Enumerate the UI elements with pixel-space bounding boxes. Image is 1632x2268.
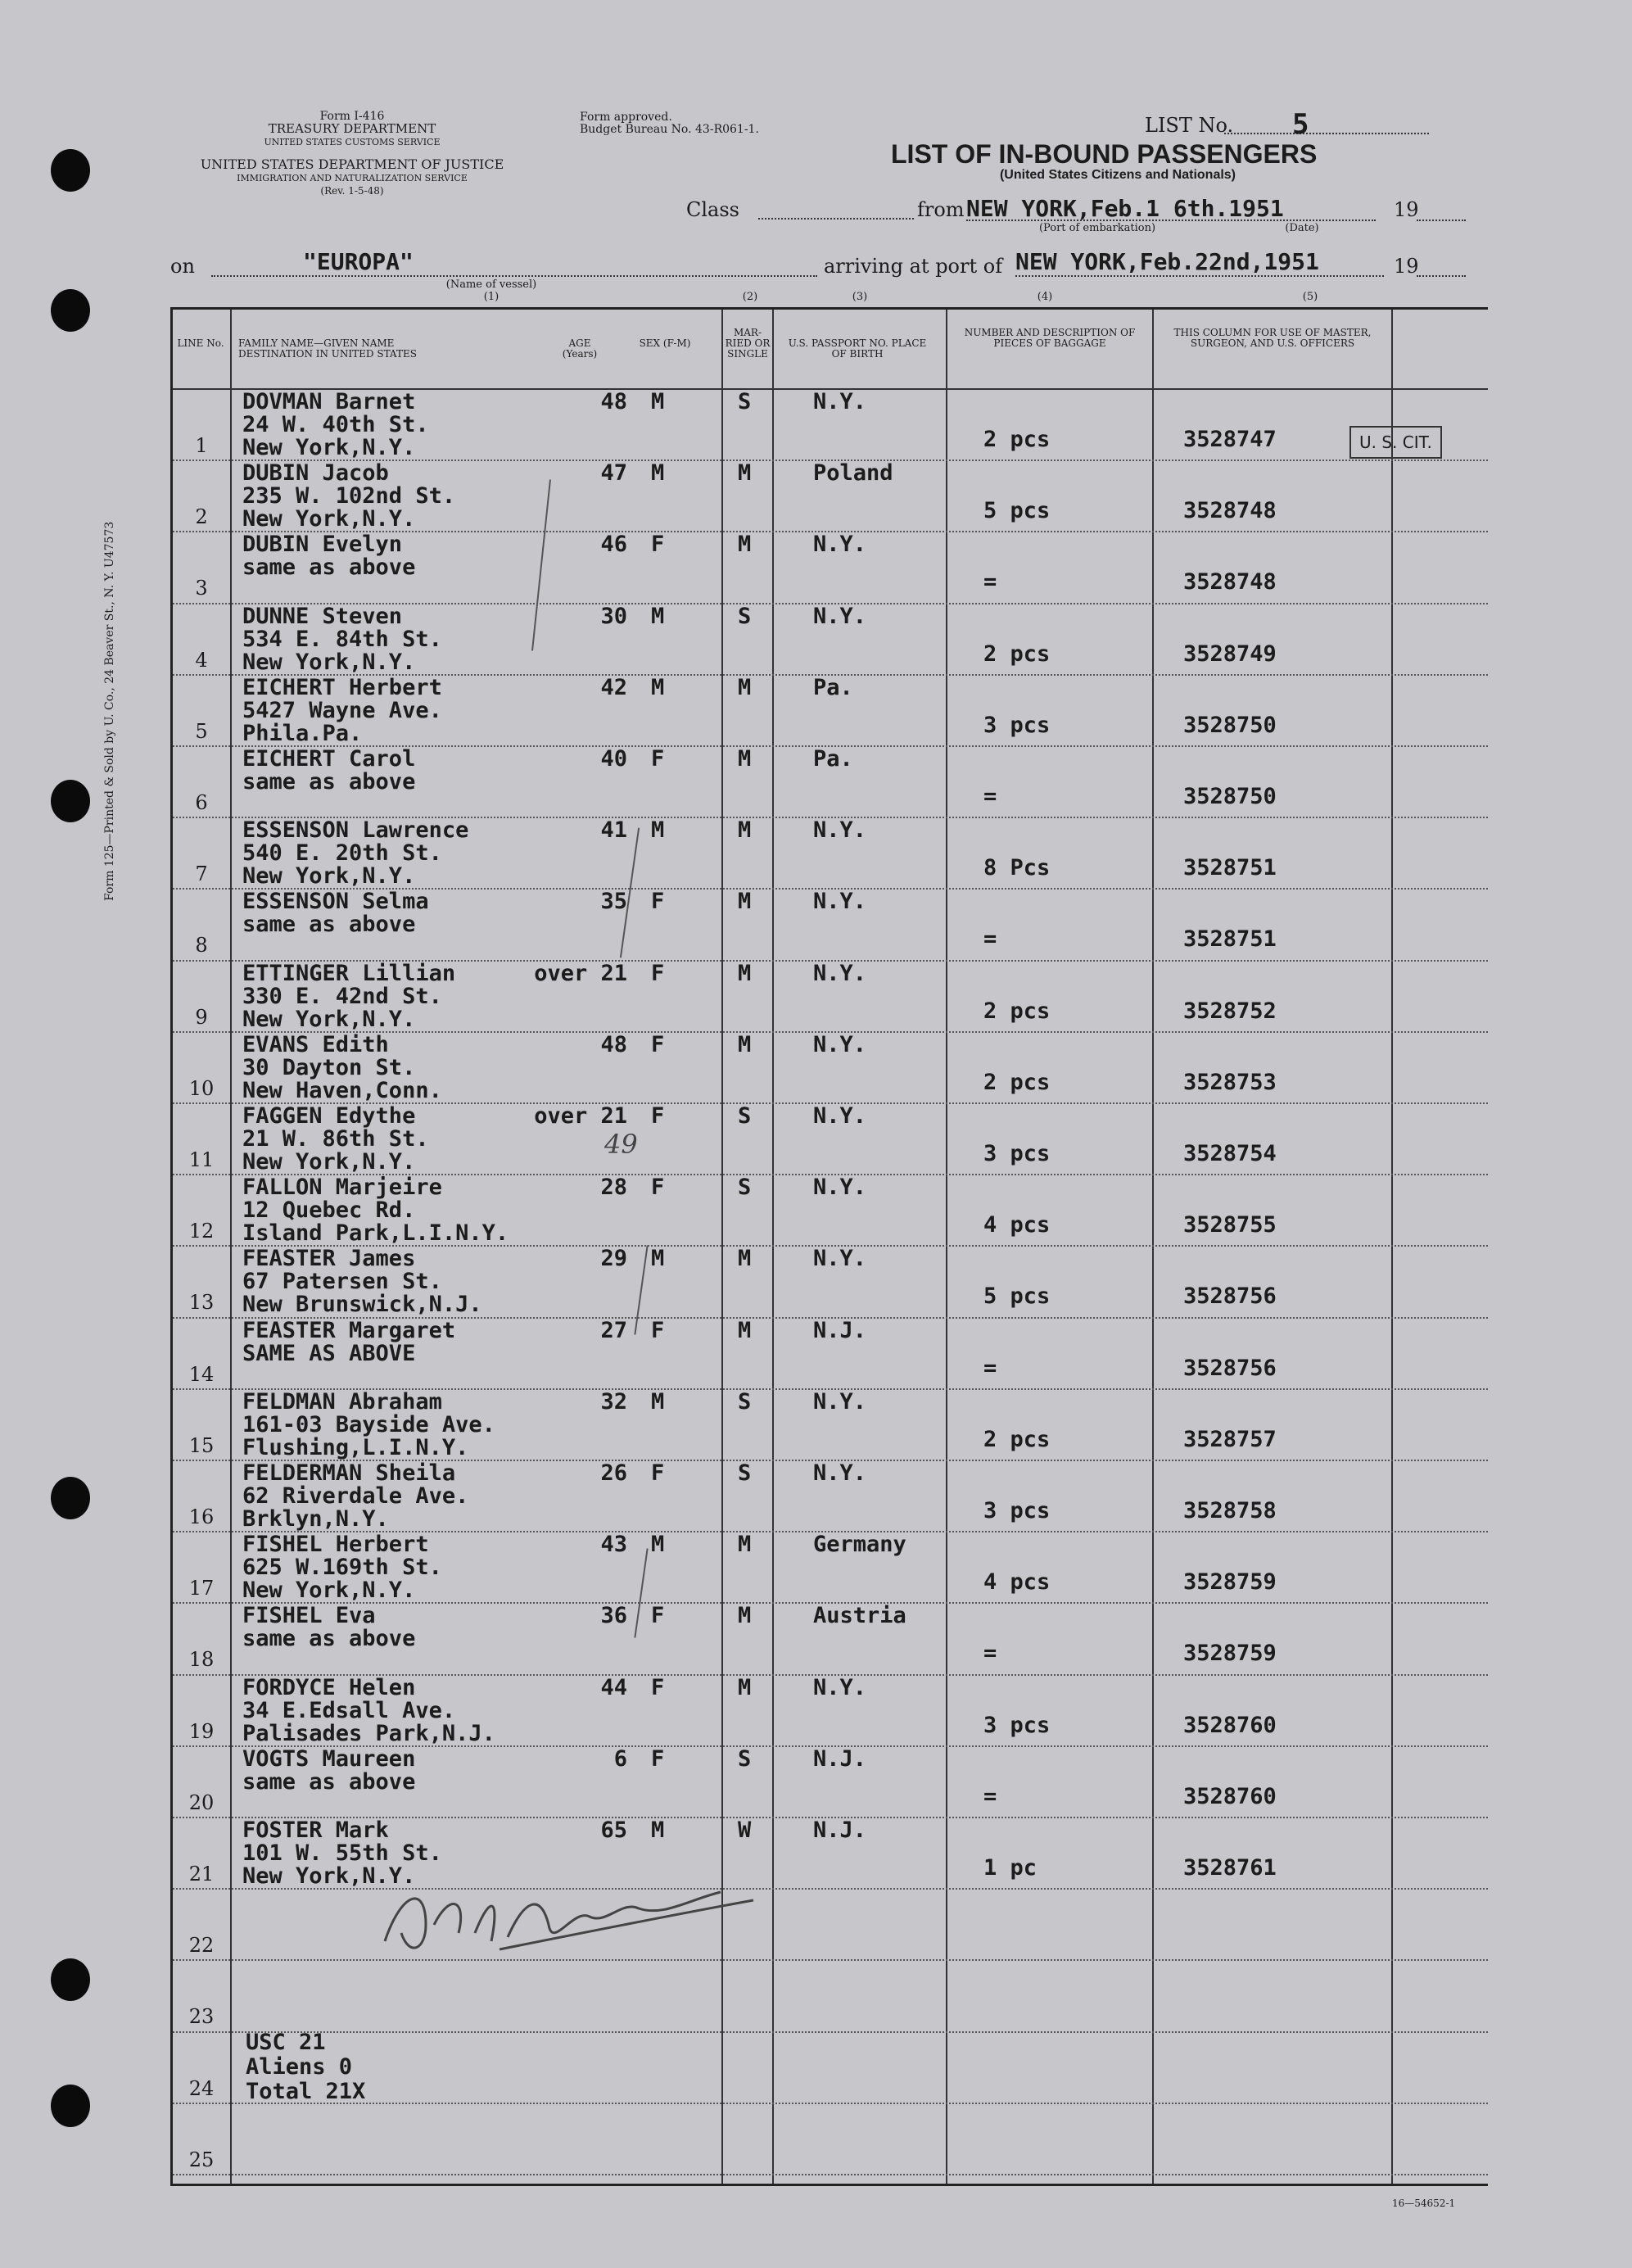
passenger-address: 21 W. 86th St.	[242, 1126, 429, 1152]
from-label: from	[917, 198, 965, 221]
place-of-birth: N.J.	[813, 1317, 867, 1343]
baggage: 5 pcs	[983, 1283, 1051, 1310]
col-num-3: (3)	[852, 291, 868, 303]
ticket-number: 3528756	[1183, 1355, 1277, 1381]
line-number: 24	[188, 2076, 215, 2100]
passenger-sex: F	[651, 1103, 665, 1129]
ticket-number: 3528761	[1183, 1855, 1277, 1881]
passenger-age: 30	[600, 603, 627, 629]
passenger-address: 67 Patersen St.	[242, 1269, 442, 1295]
passenger-sex: M	[651, 1532, 665, 1558]
baggage: 2 pcs	[983, 641, 1051, 667]
marital-status: M	[738, 960, 752, 986]
passenger-address: 625 W.169th St.	[242, 1555, 442, 1581]
marital-status: M	[738, 746, 752, 772]
passenger-age: over 21	[534, 960, 627, 986]
place-of-birth: Germany	[813, 1532, 906, 1558]
place-of-birth: N.Y.	[813, 389, 867, 414]
baggage: 1 pc	[983, 1855, 1038, 1881]
passenger-age: 29	[600, 1246, 627, 1272]
ticket-number: 3528758	[1183, 1498, 1277, 1523]
ticket-number: 3528760	[1183, 1712, 1277, 1738]
passenger-sex: M	[651, 460, 665, 487]
ticket-number: 3528751	[1183, 855, 1277, 881]
passenger-name: FAGGEN Edythe	[242, 1103, 416, 1129]
passenger-name: FELDMAN Abraham	[242, 1388, 442, 1415]
place-of-birth: N.Y.	[813, 1103, 867, 1129]
passenger-name: FELDERMAN Sheila	[242, 1460, 456, 1486]
col-age: AGE (Years)	[562, 337, 598, 360]
passenger-address: 101 W. 55th St.	[242, 1840, 442, 1866]
footer-code: 16—54652-1	[1392, 2198, 1456, 2209]
line-number: 19	[188, 1719, 215, 1743]
baggage: =	[983, 1641, 997, 1667]
page-subtitle: (United States Citizens and Nationals)	[999, 168, 1236, 182]
baggage: 3 pcs	[983, 1498, 1051, 1523]
place-of-birth: N.Y.	[813, 532, 867, 558]
passenger-city: Brklyn,N.Y.	[242, 1506, 389, 1532]
arrival-dots	[1015, 275, 1384, 277]
passenger-address: 34 E.Edsall Ave.	[242, 1697, 456, 1723]
line-number: 22	[188, 1934, 215, 1958]
line-number: 20	[188, 1790, 215, 1814]
marital-status: M	[738, 532, 752, 558]
line-number: 6	[195, 791, 208, 814]
passenger-sex: M	[651, 1818, 665, 1843]
baggage: =	[983, 569, 997, 595]
ticket-number: 3528749	[1183, 641, 1277, 667]
col-num-5: (5)	[1302, 291, 1318, 303]
passenger-age: 48	[600, 389, 627, 414]
binder-hole	[51, 2085, 90, 2127]
passenger-sex: F	[651, 746, 665, 772]
class-label: Class	[686, 198, 739, 221]
passenger-address: same as above	[242, 769, 416, 794]
line-number: 5	[195, 719, 208, 743]
passenger-sex: M	[651, 1388, 665, 1415]
marital-status: S	[738, 1175, 752, 1201]
marital-status: M	[738, 1317, 752, 1343]
list-no-dots	[1224, 133, 1429, 134]
passenger-age: 40	[600, 746, 627, 772]
binder-hole	[51, 1477, 90, 1519]
baggage: =	[983, 1783, 997, 1809]
baggage: 4 pcs	[983, 1212, 1051, 1238]
passenger-sex: M	[651, 674, 665, 700]
passenger-city: New York,N.Y.	[242, 863, 416, 890]
baggage: =	[983, 926, 997, 953]
passenger-age: over 21	[534, 1103, 627, 1129]
marital-status: S	[738, 1388, 752, 1415]
passenger-name: EICHERT Carol	[242, 746, 416, 772]
passenger-age: 41	[600, 817, 627, 844]
passenger-address: same as above	[242, 1626, 416, 1652]
passenger-sex: M	[651, 817, 665, 844]
binder-hole	[51, 1958, 90, 2001]
passenger-age: 43	[600, 1532, 627, 1558]
passenger-name: DOVMAN Barnet	[242, 389, 416, 414]
passenger-address: 62 Riverdale Ave.	[242, 1483, 469, 1509]
place-of-birth: N.Y.	[813, 1246, 867, 1272]
form-approved: Form approved.	[580, 111, 672, 124]
vessel-dots	[211, 275, 817, 277]
line-number: 15	[188, 1433, 215, 1457]
ticket-number: 3528750	[1183, 784, 1277, 809]
passenger-sex: M	[651, 603, 665, 629]
passenger-city: Palisades Park,N.J.	[242, 1720, 495, 1746]
passenger-age: 42	[600, 674, 627, 700]
ticket-number: 3528759	[1183, 1569, 1277, 1596]
passenger-age: 65	[600, 1818, 627, 1843]
baggage: =	[983, 1355, 997, 1381]
passenger-name: FISHEL Eva	[242, 1603, 376, 1629]
line-number: 23	[188, 2005, 215, 2029]
on-label: on	[170, 255, 195, 278]
year-dots	[1417, 220, 1466, 221]
place-of-birth: Pa.	[813, 746, 853, 772]
passenger-name: FORDYCE Helen	[242, 1674, 416, 1700]
passenger-city: New York,N.Y.	[242, 1578, 416, 1604]
passenger-name: FEASTER Margaret	[242, 1317, 456, 1343]
passenger-table	[170, 307, 1488, 2186]
page-title: LIST OF IN-BOUND PASSENGERS	[891, 139, 1318, 169]
passenger-sex: M	[651, 1246, 665, 1272]
list-no-label: LIST No.	[1145, 114, 1234, 137]
marital-status: S	[738, 1103, 752, 1129]
row-rule	[173, 2174, 1488, 2175]
baggage: 2 pcs	[983, 1426, 1051, 1452]
line-number: 18	[188, 1648, 215, 1672]
line-number: 21	[188, 1863, 215, 1885]
ticket-number: 3528748	[1183, 569, 1277, 595]
binder-hole	[51, 780, 90, 822]
place-of-birth: N.Y.	[813, 960, 867, 986]
side-print: Form 125—Printed & Sold by U. Co., 24 Beaver St., N. Y. U47573	[103, 521, 116, 901]
line-number: 14	[188, 1362, 215, 1386]
marital-status: S	[738, 603, 752, 629]
marital-status: M	[738, 1532, 752, 1558]
passenger-name: FALLON Marjeire	[242, 1175, 442, 1201]
passenger-city: New York,N.Y.	[242, 1006, 416, 1032]
passenger-name: FISHEL Herbert	[242, 1532, 429, 1558]
line-number: 3	[195, 577, 208, 600]
marital-status: M	[738, 1674, 752, 1700]
passenger-name: DUBIN Evelyn	[242, 532, 403, 558]
passenger-age: 32	[600, 1388, 627, 1415]
passenger-name: ESSENSON Selma	[242, 889, 429, 915]
place-of-birth: N.J.	[813, 1818, 867, 1843]
baggage: 2 pcs	[983, 427, 1051, 452]
date-caption: (Date)	[1285, 222, 1319, 234]
baggage: 4 pcs	[983, 1569, 1051, 1596]
passenger-age: 35	[600, 889, 627, 915]
passenger-age: 47	[600, 460, 627, 487]
passenger-name: FEASTER James	[242, 1246, 416, 1272]
ticket-number: 3528755	[1183, 1212, 1277, 1238]
list-no-value: 5	[1292, 108, 1309, 141]
passenger-city: New York,N.Y.	[242, 1149, 416, 1175]
line-number: 2	[195, 505, 208, 529]
col-sex: SEX (F-M)	[639, 337, 691, 349]
passenger-address: 5427 Wayne Ave.	[242, 697, 442, 723]
col-baggage: NUMBER AND DESCRIPTION OF PIECES OF BAGGAGE	[964, 327, 1136, 349]
ticket-number: 3528750	[1183, 712, 1277, 738]
baggage: 2 pcs	[983, 998, 1051, 1024]
revision: (Rev. 1-5-48)	[320, 185, 384, 197]
arrival-port: NEW YORK,Feb.22nd,1951	[1015, 248, 1319, 275]
vessel-caption-num: (1)	[483, 291, 500, 303]
budget-bureau: Budget Bureau No. 43-R061-1.	[580, 123, 759, 136]
total-aliens: Aliens 0	[246, 2054, 353, 2080]
line-number: 13	[188, 1291, 215, 1315]
binder-hole	[51, 149, 90, 192]
place-of-birth: Austria	[813, 1603, 906, 1629]
passenger-city: Island Park,L.I.N.Y.	[242, 1220, 509, 1247]
passenger-city: Phila.Pa.	[242, 720, 363, 746]
baggage: 3 pcs	[983, 1712, 1051, 1738]
total-all: Total 21X	[246, 2079, 366, 2104]
marital-status: M	[738, 674, 752, 700]
marital-status: S	[738, 389, 752, 414]
passenger-address: 235 W. 102nd St.	[242, 483, 456, 509]
passenger-name: EICHERT Herbert	[242, 674, 442, 700]
line-number: 4	[195, 648, 208, 672]
passenger-name: ESSENSON Lawrence	[242, 817, 469, 844]
line-number: 9	[195, 1005, 208, 1029]
passenger-address: SAME AS ABOVE	[242, 1340, 416, 1366]
arriving-label: arriving at port of	[824, 255, 1003, 278]
ticket-number: 3528760	[1183, 1783, 1277, 1809]
passenger-address: 161-03 Bayside Ave.	[242, 1411, 495, 1437]
signature	[377, 1876, 762, 1966]
place-of-birth: N.Y.	[813, 817, 867, 844]
ticket-number: 3528752	[1183, 998, 1277, 1024]
passenger-address: 12 Quebec Rd.	[242, 1197, 416, 1224]
line-number: 25	[188, 2148, 215, 2171]
passenger-age: 44	[600, 1674, 627, 1700]
port-caption: (Port of embarkation)	[1038, 222, 1156, 234]
marital-status: M	[738, 460, 752, 487]
passenger-address: same as above	[242, 555, 416, 581]
marital-status: M	[738, 1246, 752, 1272]
place-of-birth: N.Y.	[813, 889, 867, 915]
col-num-2: (2)	[742, 291, 758, 303]
pencil-note: 49	[604, 1129, 638, 1160]
passenger-city: New Brunswick,N.J.	[242, 1292, 482, 1318]
line-number: 7	[195, 862, 208, 886]
col-officers: THIS COLUMN FOR USE OF MASTER, SURGEON, AND U.S. OFFICERS	[1173, 327, 1372, 349]
passenger-sex: F	[651, 1745, 665, 1772]
passenger-sex: F	[651, 1031, 665, 1057]
marital-status: S	[738, 1460, 752, 1486]
col-married: MAR-RIED OR SINGLE	[725, 327, 771, 360]
binder-hole	[51, 289, 90, 332]
passenger-sex: F	[651, 889, 665, 915]
ticket-number: 3528754	[1183, 1141, 1277, 1166]
year-dots-2	[1417, 275, 1466, 277]
passenger-address: 534 E. 84th St.	[242, 626, 442, 652]
place-of-birth: Pa.	[813, 674, 853, 700]
passenger-city: New York,N.Y.	[242, 506, 416, 532]
class-dots	[758, 218, 914, 220]
passenger-address: same as above	[242, 1768, 416, 1795]
passenger-name: FOSTER Mark	[242, 1818, 389, 1843]
col-line-no: LINE No.	[177, 337, 224, 349]
ticket-number: 3528757	[1183, 1426, 1277, 1452]
baggage: 8 Pcs	[983, 855, 1051, 881]
ticket-number: 3528759	[1183, 1641, 1277, 1667]
passenger-sex: M	[651, 389, 665, 414]
passenger-age: 6	[613, 1745, 627, 1772]
place-of-birth: N.Y.	[813, 603, 867, 629]
marital-status: M	[738, 889, 752, 915]
passenger-city: New Haven,Conn.	[242, 1077, 442, 1103]
customs-service: UNITED STATES CUSTOMS SERVICE	[264, 137, 441, 147]
passenger-name: DUNNE Steven	[242, 603, 403, 629]
line-number: 8	[195, 934, 208, 957]
passenger-age: 36	[600, 1603, 627, 1629]
vessel-name: "EUROPA"	[303, 248, 414, 275]
from-dots	[966, 220, 1376, 221]
ticket-number: 3528747	[1183, 427, 1277, 452]
treasury-dept: TREASURY DEPARTMENT	[268, 121, 436, 136]
form-id: Form I-416	[319, 110, 385, 123]
passenger-address: 30 Dayton St.	[242, 1054, 416, 1080]
passenger-age: 26	[600, 1460, 627, 1486]
marital-status: S	[738, 1745, 752, 1772]
place-of-birth: N.Y.	[813, 1031, 867, 1057]
col-num-4: (4)	[1037, 291, 1053, 303]
passenger-name: EVANS Edith	[242, 1031, 389, 1057]
passenger-name: VOGTS Maureen	[242, 1745, 416, 1772]
nineteen: 19	[1394, 198, 1419, 221]
passenger-address: 540 E. 20th St.	[242, 840, 442, 867]
line-number: 17	[188, 1577, 215, 1600]
nineteen-2: 19	[1394, 255, 1419, 278]
justice-dept: UNITED STATES DEPARTMENT OF JUSTICE	[200, 156, 504, 172]
ins-service: IMMIGRATION AND NATURALIZATION SERVICE	[237, 173, 468, 183]
us-citizen-stamp: U. S. CIT.	[1349, 426, 1442, 459]
passenger-sex: F	[651, 1460, 665, 1486]
vessel-caption: (Name of vessel)	[445, 278, 537, 291]
port-embarkation: NEW YORK,Feb.1 6th.1951	[966, 195, 1284, 222]
passenger-name: DUBIN Jacob	[242, 460, 389, 487]
ticket-number: 3528753	[1183, 1069, 1277, 1095]
passenger-age: 28	[600, 1175, 627, 1201]
marital-status: W	[738, 1818, 752, 1843]
passenger-sex: F	[651, 532, 665, 558]
line-number: 1	[195, 434, 208, 457]
ticket-number: 3528748	[1183, 498, 1277, 524]
passenger-city: New York,N.Y.	[242, 649, 416, 675]
passenger-city: Flushing,L.I.N.Y.	[242, 1434, 469, 1460]
passenger-address: 330 E. 42nd St.	[242, 983, 442, 1009]
place-of-birth: N.Y.	[813, 1460, 867, 1486]
passenger-sex: F	[651, 1317, 665, 1343]
baggage: =	[983, 784, 997, 809]
line-number: 11	[188, 1148, 215, 1171]
line-number: 12	[188, 1220, 215, 1243]
passenger-age: 27	[600, 1317, 627, 1343]
place-of-birth: N.J.	[813, 1745, 867, 1772]
line-number: 10	[188, 1076, 215, 1100]
passenger-sex: F	[651, 960, 665, 986]
ticket-number: 3528756	[1183, 1283, 1277, 1310]
passenger-city: New York,N.Y.	[242, 435, 416, 460]
place-of-birth: N.Y.	[813, 1674, 867, 1700]
row-rule	[173, 2103, 1488, 2104]
place-of-birth: N.Y.	[813, 1175, 867, 1201]
row-rule	[173, 1959, 1488, 1961]
passenger-sex: F	[651, 1674, 665, 1700]
marital-status: M	[738, 1603, 752, 1629]
col-passport: U.S. PASSPORT NO. PLACE OF BIRTH	[788, 337, 927, 360]
passenger-sex: F	[651, 1603, 665, 1629]
marital-status: M	[738, 1031, 752, 1057]
passenger-name: ETTINGER Lillian	[242, 960, 456, 986]
marital-status: M	[738, 817, 752, 844]
passenger-age: 48	[600, 1031, 627, 1057]
passenger-sex: F	[651, 1175, 665, 1201]
baggage: 2 pcs	[983, 1069, 1051, 1095]
place-of-birth: N.Y.	[813, 1388, 867, 1415]
col-name: FAMILY NAME—GIVEN NAME DESTINATION IN UNITED STATES	[238, 337, 417, 360]
baggage: 5 pcs	[983, 498, 1051, 524]
place-of-birth: Poland	[813, 460, 893, 487]
baggage: 3 pcs	[983, 712, 1051, 738]
line-number: 16	[188, 1505, 215, 1528]
passenger-age: 46	[600, 532, 627, 558]
total-usc: USC 21	[246, 2030, 326, 2055]
row-rule	[173, 2031, 1488, 2033]
passenger-city: New York,N.Y.	[242, 1863, 416, 1889]
passenger-address: same as above	[242, 912, 416, 938]
baggage: 3 pcs	[983, 1141, 1051, 1166]
passenger-address: 24 W. 40th St.	[242, 412, 429, 437]
ticket-number: 3528751	[1183, 926, 1277, 953]
